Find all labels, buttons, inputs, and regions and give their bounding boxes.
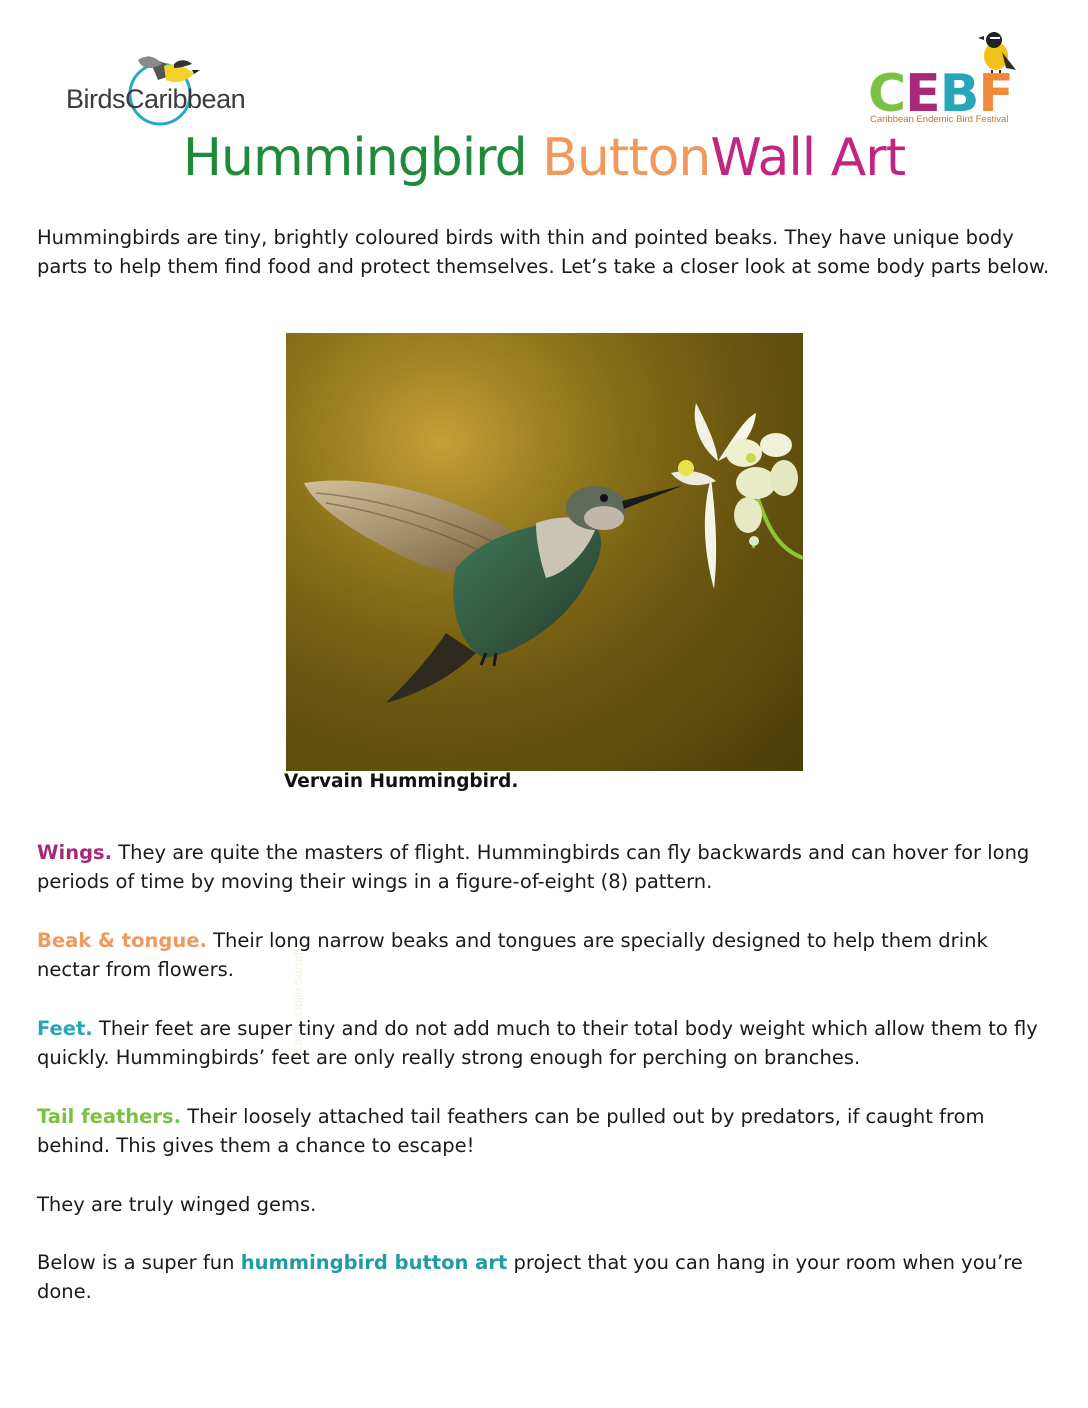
feet-heading: Feet. <box>37 1017 93 1040</box>
photo-credit: ©Carlos Objio Sarraff <box>291 949 305 1063</box>
photo-caption: Vervain Hummingbird. <box>284 771 519 792</box>
tail-text: Their loosely attached tail feathers can be pulled out by predators, if caught from behind. This gives them a chance to escape! <box>37 1105 985 1157</box>
title-wall-art: Wall Art <box>710 128 906 188</box>
cebf-tagline: Caribbean Endemic Bird Festival <box>870 114 1009 125</box>
cebf-letter-b: B <box>939 64 979 124</box>
hummingbird-illustration <box>286 333 803 771</box>
tail-heading: Tail feathers. <box>37 1105 182 1128</box>
cebf-logo <box>862 30 1032 126</box>
intro-paragraph: Hummingbirds are tiny, brightly coloured birds with thin and pointed beaks. They have unique body parts to help them find food and protect themselves. Let’s take a closer look at some body parts below. <box>37 226 1050 278</box>
feet-text: Their feet are super tiny and do not add much to their total body weight which allow them to fly quickly. Hummingbirds’ feet are only really strong enough for perching on branches. <box>37 1017 1038 1069</box>
closing-paragraph <box>37 1248 1052 1306</box>
cebf-letter-c: C <box>868 64 906 124</box>
birdscaribbean-logo <box>62 46 282 128</box>
tail-paragraph <box>37 1102 1052 1160</box>
title-button: Button <box>542 128 711 188</box>
wings-text: They are quite the masters of flight. Hummingbirds can fly backwards and can hover for long periods of time by moving their wings in a figure-of-eight (8) pattern. <box>37 841 1030 893</box>
beak-heading: Beak & tongue. <box>37 929 207 952</box>
wings-paragraph <box>37 838 1052 896</box>
page-title <box>0 128 1088 188</box>
birdscaribbean-wordmark: BirdsCaribbean <box>66 84 246 114</box>
gems-paragraph: They are truly winged gems. <box>37 1193 317 1216</box>
wings-heading: Wings. <box>37 841 113 864</box>
beak-paragraph <box>37 926 1052 984</box>
closing-before: Below is a super fun <box>37 1251 241 1274</box>
title-hummingbird: Hummingbird <box>182 128 527 188</box>
button-art-link[interactable]: hummingbird button art <box>240 1251 508 1274</box>
beak-text: Their long narrow beaks and tongues are specially designed to help them drink nectar from flowers. <box>37 929 988 981</box>
cebf-letter-e: E <box>905 64 940 124</box>
feet-paragraph <box>37 1014 1052 1072</box>
closing-after: project that you can hang in your room when you’re done. <box>37 1251 1023 1303</box>
cebf-letter-f: F <box>978 64 1013 124</box>
